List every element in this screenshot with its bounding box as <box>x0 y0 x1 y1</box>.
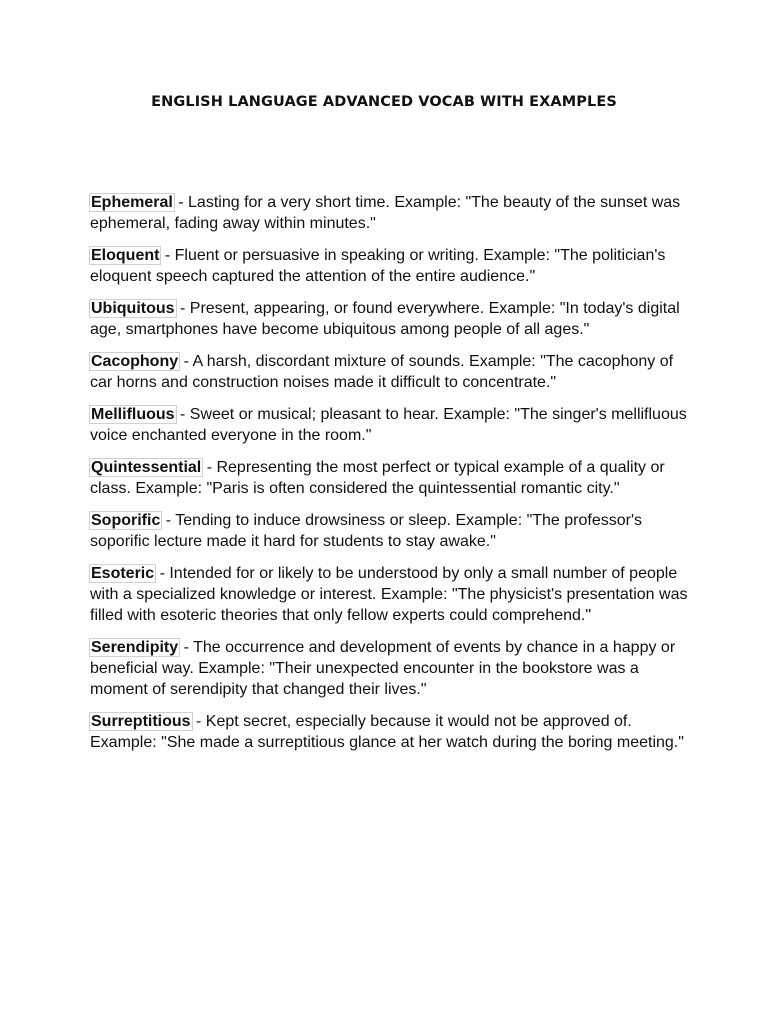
vocab-definition: - Tending to induce drowsiness or sleep. Example: "The professor's soporific lecture made it hard for students to stay awake." <box>90 512 643 550</box>
vocab-term: Esoteric <box>91 565 155 582</box>
vocab-entry-soporific <box>90 510 690 552</box>
vocab-entry-surreptitious <box>90 711 690 753</box>
vocab-entry-ephemeral <box>90 192 690 234</box>
vocab-definition: - Lasting for a very short time. Example: "The beauty of the sunset was ephemeral, fading away within minutes." <box>90 194 681 232</box>
vocab-entry-serendipity <box>90 637 690 700</box>
vocab-definition: - Intended for or likely to be understood by only a small number of people with a specialized knowledge or interest. Example: "The physicist's presentation was filled with esoteric theories that only fellow experts could comprehend." <box>90 565 688 624</box>
vocab-entry-cacophony <box>90 351 690 393</box>
vocab-definition: - Present, appearing, or found everywhere. Example: "In today's digital age, smartphones have become ubiquitous among people of all ages." <box>90 300 680 338</box>
vocab-entry-mellifluous <box>90 404 690 446</box>
document-title: ENGLISH LANGUAGE ADVANCED VOCAB WITH EXAMPLES <box>151 94 617 110</box>
vocab-term: Mellifluous <box>91 406 175 423</box>
vocab-definition: - Kept secret, especially because it would not be approved of. Example: "She made a surreptitious glance at her watch during the boring meeting." <box>90 713 684 751</box>
vocab-term: Ubiquitous <box>91 300 175 317</box>
vocab-term: Soporific <box>91 512 161 529</box>
vocab-entry-eloquent <box>90 245 690 287</box>
vocab-definition: - Representing the most perfect or typical example of a quality or class. Example: "Paris is often considered the quintessential romantic city." <box>90 459 665 497</box>
vocab-list <box>90 192 690 764</box>
vocab-definition: - Fluent or persuasive in speaking or writing. Example: "The politician's eloquent speech captured the attention of the entire audience." <box>90 247 666 285</box>
vocab-definition: - The occurrence and development of events by chance in a happy or beneficial way. Example: "Their unexpected encounter in the bookstore was a moment of serendipity that changed their lives." <box>90 639 676 698</box>
vocab-definition: - A harsh, discordant mixture of sounds. Example: "The cacophony of car horns and construction noises made it difficult to concentrate." <box>90 353 674 391</box>
vocab-term: Eloquent <box>91 247 160 264</box>
vocab-term: Ephemeral <box>91 194 173 211</box>
vocab-entry-esoteric <box>90 563 690 626</box>
vocab-entry-quintessential <box>90 457 690 499</box>
vocab-term: Serendipity <box>91 639 179 656</box>
vocab-definition: - Sweet or musical; pleasant to hear. Example: "The singer's mellifluous voice enchanted everyone in the room." <box>90 406 687 444</box>
vocab-term: Cacophony <box>91 353 179 370</box>
vocab-term: Quintessential <box>91 459 202 476</box>
vocab-term: Surreptitious <box>91 713 191 730</box>
vocab-entry-ubiquitous <box>90 298 690 340</box>
